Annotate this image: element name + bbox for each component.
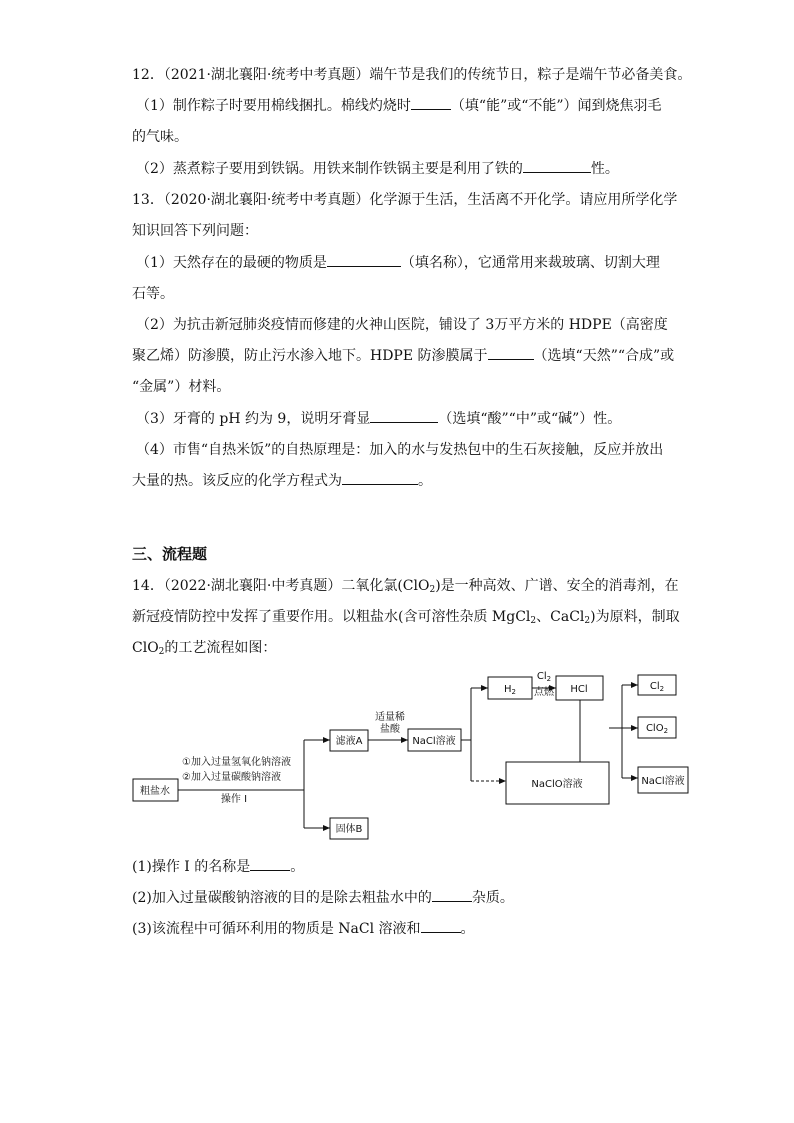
label-reagent-2: ②加入过量碳酸钠溶液: [182, 772, 281, 783]
label-hcl: HCl: [570, 684, 588, 695]
label-filtrate-a: 滤液A: [335, 736, 363, 747]
label-solid-b: 固体B: [335, 824, 363, 835]
q13-part4: （4）市售“自热米饭”的自热原理是：加入的水与发热包中的生石灰接触，反应并放出: [136, 442, 664, 458]
answer-blank[interactable]: [432, 889, 472, 902]
q13-stem-cont: 知识回答下列问题：: [132, 223, 258, 239]
q13-part1: （1）天然存在的最硬的物质是 （填名称），它通常用来裁玻璃、切割大理: [136, 255, 660, 271]
q13-part1-cont: 石等。: [132, 286, 174, 302]
q14-stem: 14．（2022·湖北襄阳·中考真题）二氧化氯(ClO$_2$)是一种高效、广谱、安全的消毒剂，在: [132, 578, 679, 595]
q14-part3: (3)该流程中可循环利用的物质是 NaCl 溶液和 。: [132, 921, 475, 937]
q14-part1: (1)操作 I 的名称是 。: [132, 859, 305, 875]
answer-blank[interactable]: [421, 920, 461, 933]
q12-part2: （2）蒸煮粽子要用到铁锅。用铁来制作铁锅主要是利用了铁的 性。: [136, 161, 619, 177]
label-cl2-reagent: $Cl_2$: [536, 671, 552, 683]
label-acid-line2: 盐酸: [380, 724, 400, 735]
q13-part2-cont: 聚乙烯）防渗膜，防止污水渗入地下。HDPE 防渗膜属于 （选填“天然”“合成”或: [132, 348, 675, 364]
q13-part4-cont: 大量的热。该反应的化学方程式为 。: [132, 473, 432, 489]
label-nacl-out: NaCl溶液: [641, 776, 685, 787]
q14-stem-end: ClO$_2$的工艺流程如图：: [132, 640, 277, 657]
answer-blank[interactable]: [411, 97, 451, 110]
q13-stem: 13．（2020·湖北襄阳·统考中考真题）化学源于生活，生活离不开化学。请应用所学化学: [132, 192, 678, 208]
answer-blank[interactable]: [523, 160, 591, 173]
answer-blank[interactable]: [327, 254, 401, 267]
q14-stem-cont: 新冠疫情防控中发挥了重要作用。以粗盐水(含可溶性杂质 MgCl$_2$、CaCl$_2$)为原料，制取: [132, 609, 680, 626]
label-nacl-solution: NaCl溶液: [412, 736, 456, 747]
label-operation-1: 操作 I: [220, 794, 248, 805]
label-clo2-out: ClO$_2$: [645, 723, 669, 735]
q13-part2: （2）为抗击新冠肺炎疫情而修建的火神山医院，铺设了 3万平方米的 HDPE（高密度: [136, 317, 668, 333]
answer-blank[interactable]: [370, 410, 438, 423]
answer-blank[interactable]: [250, 858, 290, 871]
label-h2: $H_2$: [504, 684, 516, 696]
label-reagent-1: ①加入过量氢氧化钠溶液: [182, 757, 291, 768]
q13-part3: （3）牙膏的 pH 约为 9，说明牙膏显 （选填“酸”“中”或“碱”）性。: [136, 411, 622, 427]
label-acid-line1: 适量稀: [375, 712, 405, 723]
q13-part2-end: “金属”）材料。: [132, 379, 231, 395]
section-heading: 三、流程题: [132, 545, 208, 563]
q12-part1-cont: 的气味。: [132, 129, 188, 145]
q14-part2: (2)加入过量碳酸钠溶液的目的是除去粗盐水中的 杂质。: [132, 890, 514, 906]
q12-stem: 12．（2021·湖北襄阳·统考中考真题）端午节是我们的传统节日，粽子是端午节必备美食。: [132, 67, 692, 83]
answer-blank[interactable]: [342, 472, 418, 485]
answer-blank[interactable]: [488, 347, 534, 360]
process-flow-diagram: [128, 668, 698, 850]
label-crude-brine: 粗盐水: [140, 786, 170, 797]
label-naclo-solution: NaClO溶液: [531, 779, 583, 790]
label-ignite: 点燃: [534, 687, 554, 698]
label-cl2-out: $Cl_2$: [649, 681, 665, 693]
q12-part1: （1）制作粽子时要用棉线捆扎。棉线灼烧时 （填“能”或“不能”）闻到烧焦羽毛: [136, 98, 662, 114]
